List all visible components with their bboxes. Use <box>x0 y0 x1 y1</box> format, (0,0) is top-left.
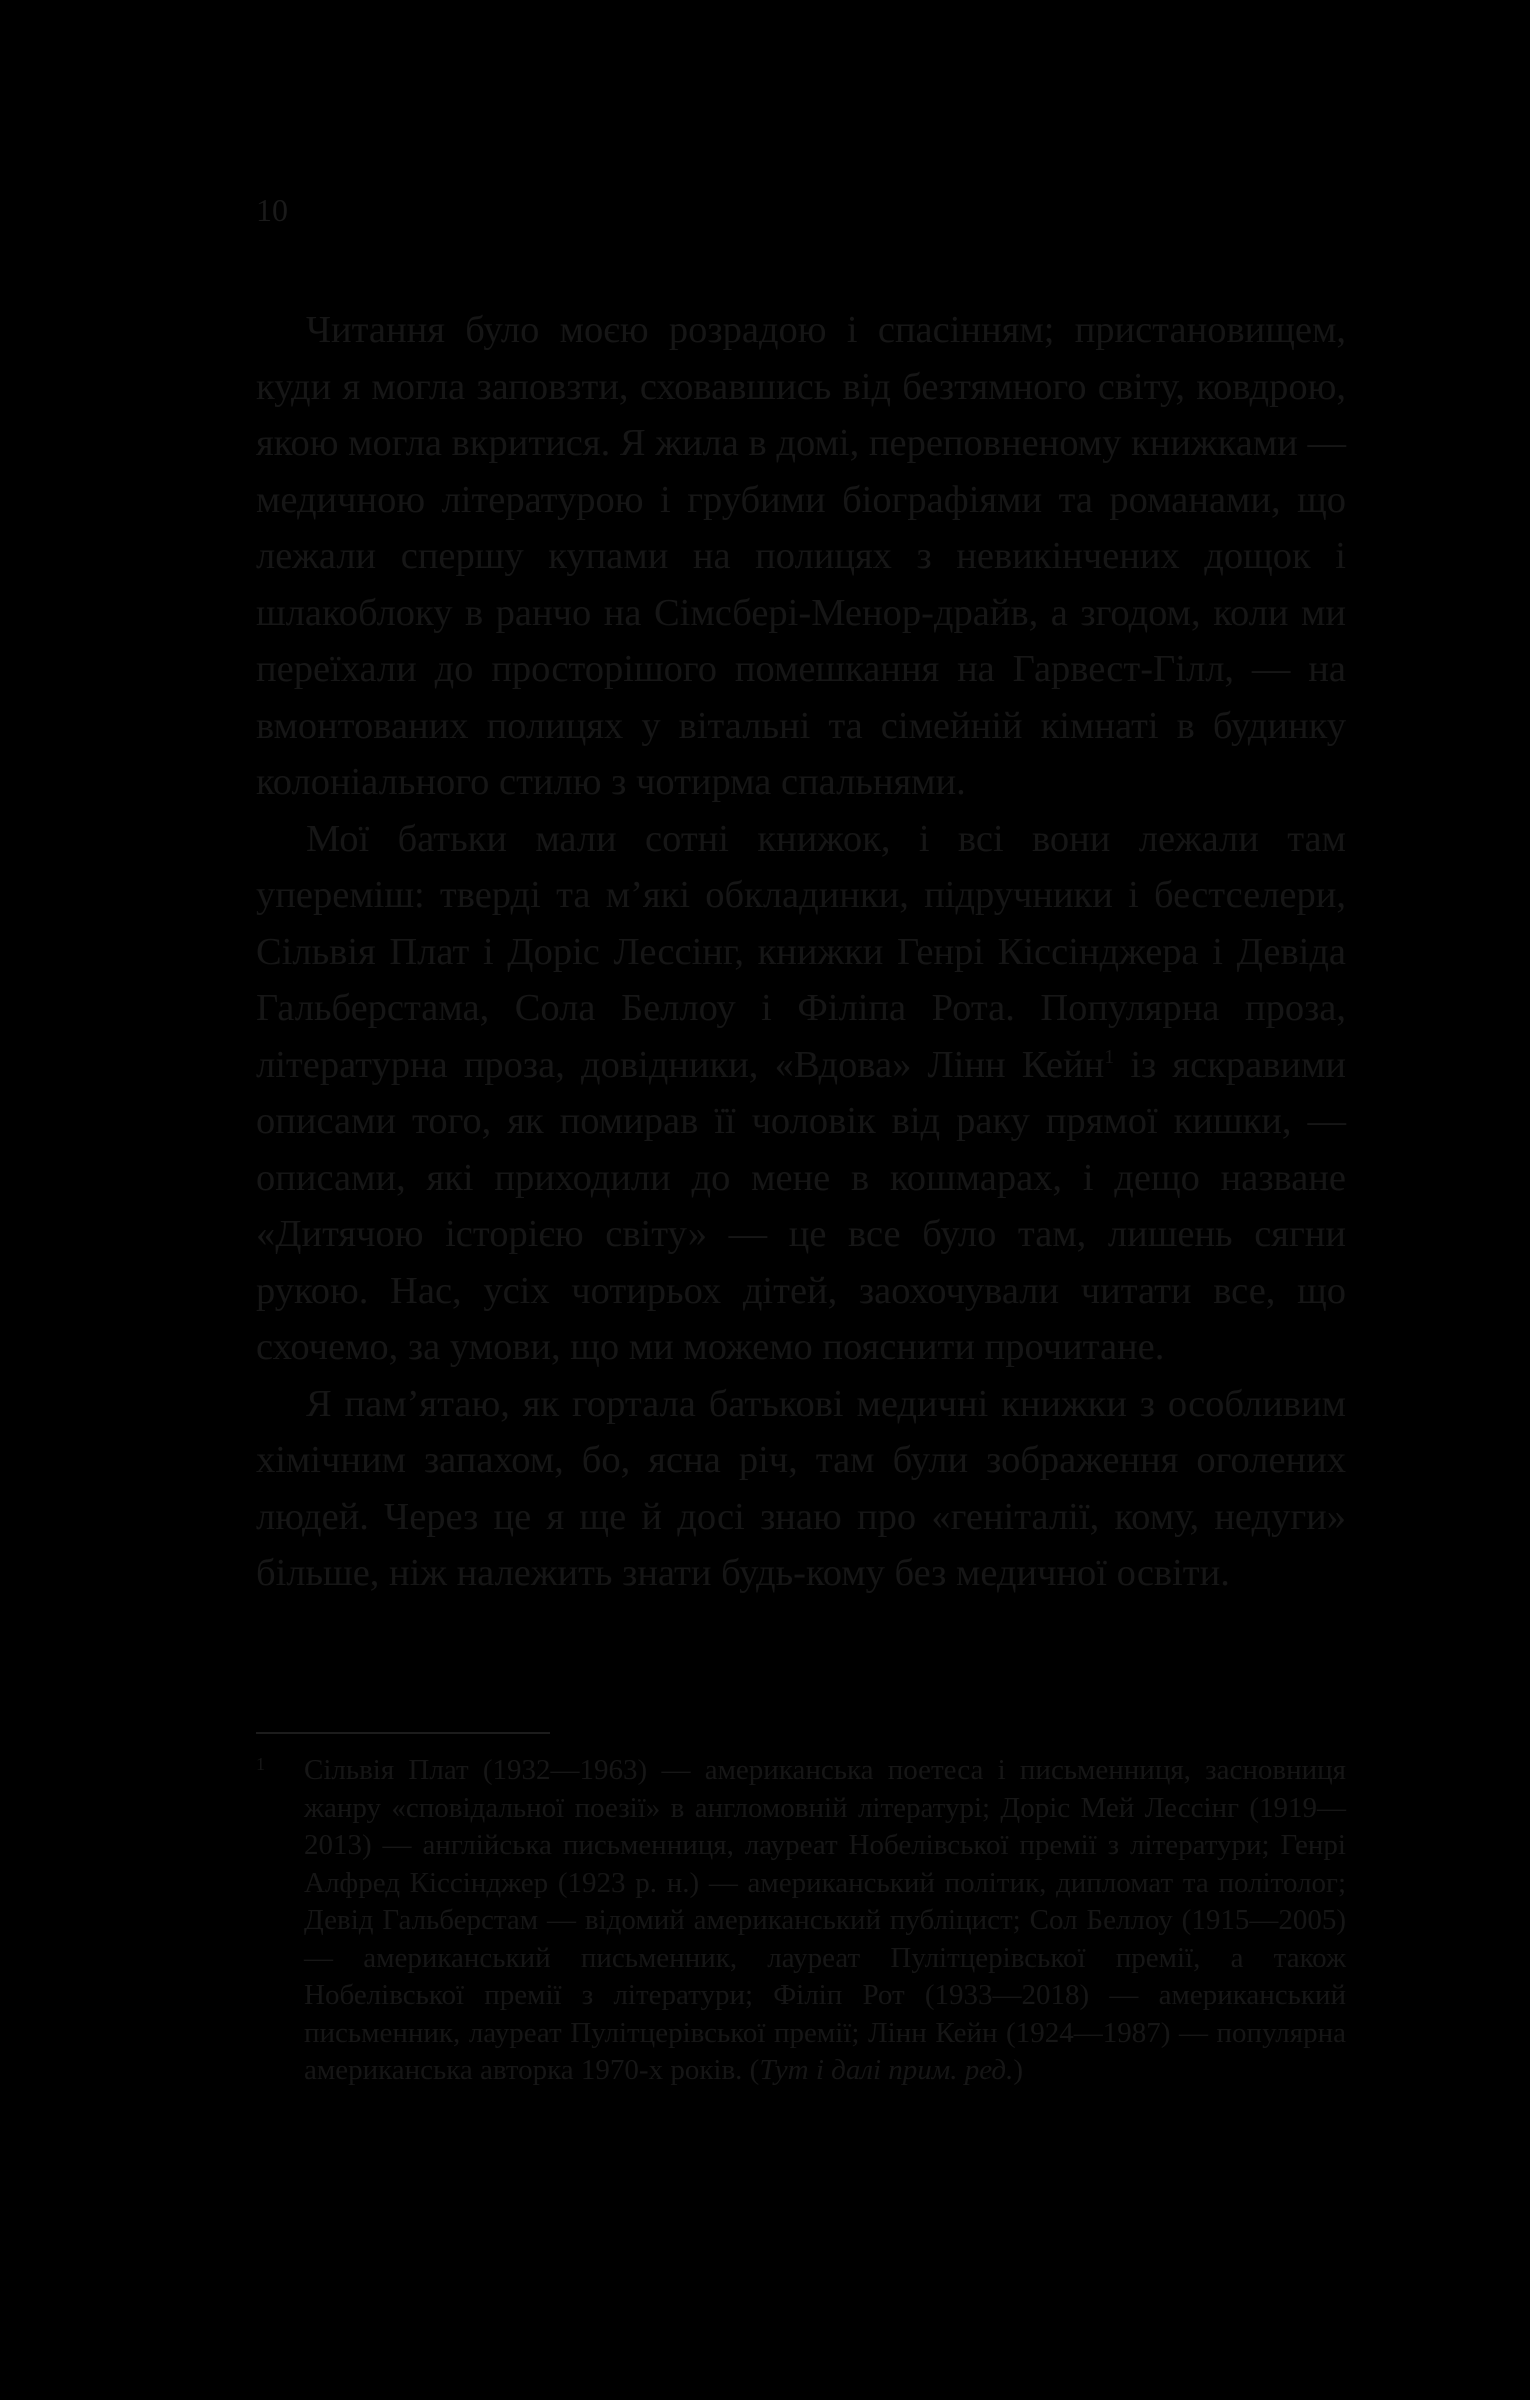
footnote-separator <box>256 1732 550 1734</box>
footnote <box>256 1752 1346 2090</box>
footnote-body: Сільвія Плат (1932—1963) — американська поетеса і письменниця, засновниця жанру «сповідальної поезії» в англомовній літературі; Доріс Мей Лессінг (1919—2013) — англійська письменниця, лауреат Нобелівської премії з літератури; Генрі Алфред Кіссінджер (1923 р. н.) — американський політик, дипломат та політолог; Девід Гальберстам — відомий американський публіцист; Сол Беллоу (1915—2005) — американський письменник, лауреат Пулітцерівської премії, а також Нобелівської премії з літератури; Філіп Рот (1933—2018) — американський письменник, лауреат Пулітцерівської премії; Лінн Кейн (1924—1987) — популярна американська авторка 1970-х років. ( <box>304 1754 1346 2086</box>
editor-note: Тут і далі прим. ред. <box>759 2054 1014 2086</box>
page-number: 10 <box>256 192 288 228</box>
paragraph-text: Мої батьки мали сотні книжок, і всі вони лежали там упереміш: тверді та м’які обкладинки, підручники і бестселери, Сільвія Плат і Доріс Лессінг, книжки Генрі Кіссінджера і Девіда Гальберстама, Сола Беллоу і Філіпа Рота. Популярна проза, літературна проза, довідники, «Вдова» Лінн Кейн <box>256 817 1346 1086</box>
footnote-text <box>304 1752 1346 2090</box>
footnote-marker: 1 <box>256 1754 265 1774</box>
footnote-closing: ) <box>1013 2054 1024 2086</box>
paragraph <box>256 811 1346 1376</box>
paragraph: Я пам’ятаю, як гортала батькові медичні книжки з особливим хімічним запахом, бо, ясна річ, там були зображення оголених людей. Через це я ще й досі знаю про «геніталії, кому, недуги» більше, ніж належить знати будь-кому без медичної освіти. <box>256 1382 1346 1594</box>
footnote-reference[interactable]: 1 <box>1104 1045 1115 1068</box>
main-text <box>256 302 1346 1602</box>
paragraph-text: із яскравими описами того, як помирав її чоловік від раку прямої кишки, — описами, які приходили до мене в кошмарах, і дещо назване «Дитячою історією світу» — це все було там, лишень сягни рукою. Нас, усіх чотирьох дітей, заохочували читати все, що схочемо, за умови, що ми можемо пояснити прочитане. <box>256 1043 1347 1368</box>
paragraph: Читання було моєю розрадою і спасінням; пристановищем, куди я могла заповзти, сховавшись від безтямного світу, ковдрою, якою могла вкритися. Я жила в домі, переповненому книжками — медичною літературою і грубими біографіями та романами, що лежали спершу купами на полицях з невикінчених дощок і шлакоблоку в ранчо на Сімсбері-Менор-драйв, а згодом, коли ми переїхали до просторішого помешкання на Гарвест-Гілл, — на вмонтованих полицях у вітальні та сімейній кімнаті в будинку колоніального стилю з чотирма спальнями. <box>256 309 1346 803</box>
